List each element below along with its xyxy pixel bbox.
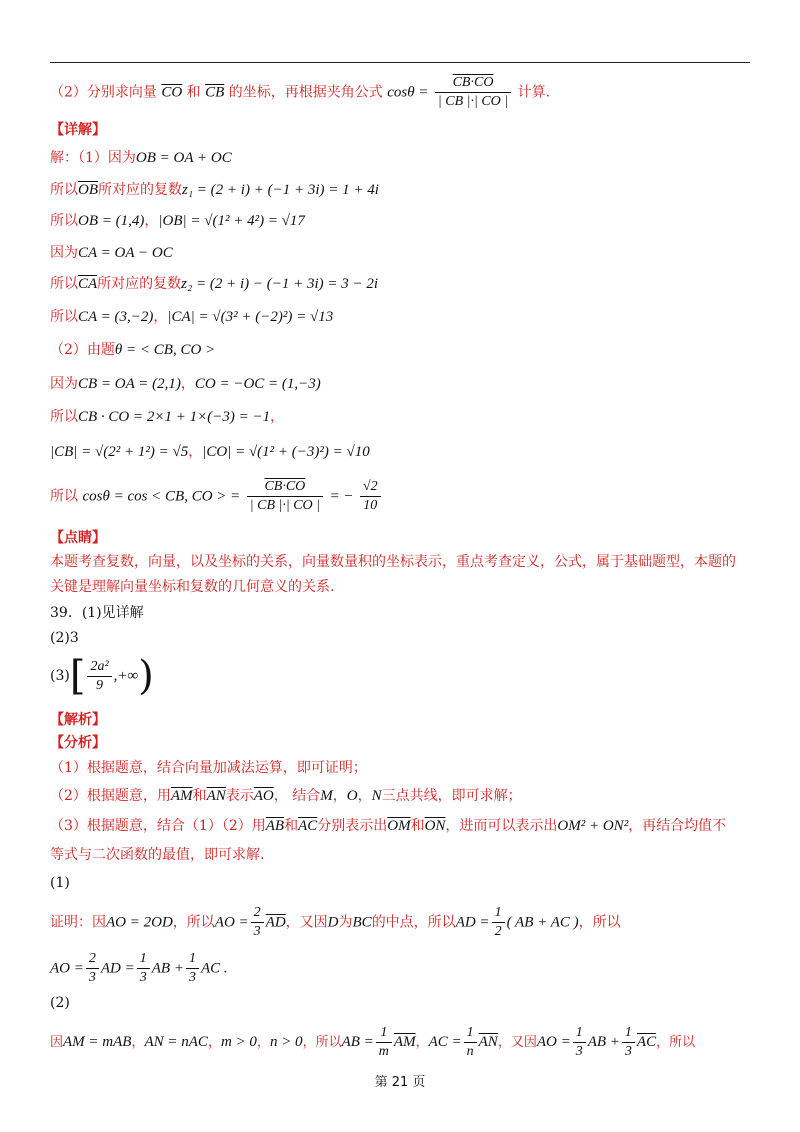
vector-am: $\overline{AM}$ bbox=[393, 1034, 416, 1050]
math: |CB| = √(2² + 1²) = √5 bbox=[50, 444, 189, 460]
math: |OB| = √(1² + 4²) = √17 bbox=[158, 213, 305, 229]
math: AD = bbox=[455, 914, 490, 931]
text: 所对应的复数 bbox=[97, 276, 182, 292]
fraction-denominator: 2 bbox=[494, 924, 502, 939]
fraction-denominator: 9 bbox=[96, 677, 104, 693]
text: 计算. bbox=[517, 84, 551, 101]
header-rule bbox=[50, 62, 750, 63]
text: 所以 bbox=[50, 409, 78, 425]
text: 所以 bbox=[50, 213, 78, 229]
text: 和 bbox=[284, 818, 299, 834]
fraction-numerator: 1 bbox=[137, 950, 150, 969]
text: ，所以 bbox=[172, 914, 215, 931]
text: （2）分别求向量 bbox=[50, 84, 157, 101]
math: AM = mAB bbox=[63, 1034, 132, 1050]
fenxi-3-cont: 等式与二次函数的最值，即可求解. bbox=[50, 847, 265, 863]
solution-line-5 bbox=[50, 274, 378, 294]
text: ，再结合均值不 bbox=[628, 818, 727, 834]
text: 证明：因 bbox=[50, 914, 106, 931]
text: （3）根据题意，结合（1）（2）用 bbox=[50, 818, 266, 834]
q39-answer-1: 39．(1)见详解 bbox=[50, 605, 144, 621]
text: 和 bbox=[192, 788, 207, 804]
fraction bbox=[573, 1024, 586, 1061]
fraction-numerator: CB·CO bbox=[435, 74, 511, 93]
fraction-numerator: 1 bbox=[376, 1024, 392, 1043]
fraction-denominator: 3 bbox=[139, 970, 147, 985]
text: 所以 bbox=[50, 309, 78, 325]
solution-line-4 bbox=[50, 243, 173, 263]
fraction-numerator: 1 bbox=[464, 1024, 477, 1043]
fraction-denominator: 3 bbox=[624, 1044, 632, 1059]
point-m: M bbox=[320, 788, 333, 804]
fraction-numerator: CB·CO bbox=[247, 478, 323, 497]
math: OM² + ON² bbox=[557, 818, 629, 834]
text: ，所以 bbox=[656, 1035, 696, 1050]
vector-ca: $\overline{CA}$ bbox=[78, 276, 98, 292]
math: AC = bbox=[428, 1034, 462, 1050]
right-paren: ) bbox=[138, 653, 154, 699]
text: ，所以 bbox=[578, 914, 621, 931]
math: AC . bbox=[200, 960, 228, 977]
fraction-denominator: | CB |·| CO | bbox=[249, 498, 320, 513]
dianjing-text-1: 本题考查复数，向量，以及坐标的关系，向量数量积的坐标表示，重点考查定义，公式，属于基础题型，本题的 bbox=[50, 554, 736, 570]
solution-line-9 bbox=[50, 407, 284, 427]
solution-line-3 bbox=[50, 211, 305, 231]
text: ， bbox=[188, 444, 203, 460]
q39-answer-3 bbox=[50, 653, 154, 699]
math: z₁ = (2 + i) + (−1 + 3i) = 1 + 4i bbox=[182, 182, 379, 198]
math: m > 0 bbox=[220, 1034, 257, 1050]
part1-label: (1) bbox=[50, 875, 70, 891]
math: AN = nAC bbox=[144, 1034, 208, 1050]
vector-ac: $\overline{AC}$ bbox=[636, 1034, 657, 1050]
math: |CO| = √(1² + (−3)²) = √10 bbox=[202, 444, 370, 460]
solution-line-7 bbox=[50, 340, 215, 360]
conclusion-line bbox=[50, 950, 228, 987]
text: 所对应的复数 bbox=[98, 182, 182, 198]
formula-lhs: cosθ = bbox=[387, 84, 429, 101]
text: ，进而可以表示出 bbox=[445, 818, 558, 834]
math: = − bbox=[329, 488, 354, 505]
fraction bbox=[464, 1024, 477, 1061]
vector-cb: $\overline{CB}$ bbox=[205, 84, 225, 101]
solution-line-8 bbox=[50, 374, 321, 394]
fraction bbox=[492, 904, 505, 941]
fraction-numerator: 2 bbox=[251, 904, 264, 923]
vector-ac: $\overline{AC}$ bbox=[298, 818, 318, 834]
text: ， bbox=[415, 1035, 429, 1050]
fraction bbox=[86, 950, 99, 987]
heading-dianjing: 【点睛】 bbox=[50, 530, 106, 546]
fraction-numerator: 1 bbox=[622, 1024, 635, 1043]
fraction bbox=[137, 950, 150, 987]
math: CO = −OC = (1,−3) bbox=[194, 376, 321, 392]
point-o: O bbox=[346, 788, 358, 804]
proof-line bbox=[50, 904, 621, 941]
math: AB + bbox=[587, 1034, 620, 1050]
text: 因为 bbox=[50, 376, 78, 392]
solution-line-6 bbox=[50, 307, 333, 327]
text: 解：（1）因为 bbox=[50, 150, 136, 166]
fraction-denominator: n bbox=[466, 1044, 474, 1059]
text: ， bbox=[153, 309, 168, 325]
text: 和 bbox=[186, 84, 201, 101]
text: ， 结合 bbox=[273, 788, 321, 804]
fraction bbox=[251, 904, 264, 941]
fraction-numerator: 1 bbox=[492, 904, 505, 923]
heading-xiangjie: 【详解】 bbox=[50, 122, 106, 138]
fenxi-3 bbox=[50, 816, 726, 836]
text: ， bbox=[131, 1035, 145, 1050]
math: CB · CO = 2×1 + 1×(−3) = −1 bbox=[78, 409, 271, 425]
text: ， bbox=[270, 409, 285, 425]
text: ， bbox=[332, 788, 347, 804]
text: 因 bbox=[50, 1035, 64, 1050]
part2-line bbox=[50, 1024, 695, 1061]
vector-om: $\overline{OM}$ bbox=[387, 818, 411, 834]
text: 的中点，所以 bbox=[371, 914, 456, 931]
vector-an: $\overline{AN}$ bbox=[478, 1034, 498, 1050]
interval-fraction bbox=[87, 658, 111, 695]
fraction-denominator: | CB |·| CO | bbox=[437, 94, 509, 109]
math: OB = OA + OC bbox=[135, 150, 232, 166]
point-d: D bbox=[327, 914, 339, 931]
math: OB = (1,4) bbox=[78, 213, 145, 229]
q39-answer-2: (2)3 bbox=[50, 630, 79, 646]
solution-final-line bbox=[50, 478, 383, 515]
result-fraction bbox=[360, 478, 381, 515]
angle-formula-fraction bbox=[435, 74, 511, 111]
fraction-numerator: √2 bbox=[360, 478, 381, 497]
point-n: N bbox=[371, 788, 382, 804]
text: ，又因 bbox=[285, 914, 328, 931]
vector-am: $\overline{AM}$ bbox=[170, 788, 193, 804]
fenxi-1: （1）根据题意，结合向量加减法运算，即可证明； bbox=[50, 760, 367, 776]
text: 因为 bbox=[50, 245, 78, 261]
text: 所以 bbox=[50, 488, 78, 505]
vector-ab: $\overline{AB}$ bbox=[265, 818, 285, 834]
page-footer: 第 21 页 bbox=[374, 1075, 426, 1090]
math: CA = (3,−2) bbox=[78, 309, 154, 325]
text: ，又因 bbox=[497, 1035, 537, 1050]
solution-line-1 bbox=[50, 148, 232, 168]
math: CA = OA − OC bbox=[78, 245, 173, 261]
dianjing-text-2: 关键是理解向量坐标和复数的几何意义的关系. bbox=[50, 579, 335, 595]
math: CB = OA = (2,1) bbox=[78, 376, 181, 392]
text: （2）由题 bbox=[50, 342, 115, 358]
heading-fenxi: 【分析】 bbox=[50, 735, 106, 751]
cos-fraction bbox=[247, 478, 323, 515]
fraction-numerator: 2a² bbox=[87, 658, 111, 677]
text: ，所以 bbox=[302, 1035, 342, 1050]
math: AO = 2OD bbox=[106, 914, 173, 931]
text: 所以 bbox=[50, 276, 78, 292]
math: ,+∞ bbox=[113, 668, 139, 684]
math: cosθ = cos < CB, CO > = bbox=[82, 488, 241, 505]
fraction bbox=[186, 950, 199, 987]
solution-line-10 bbox=[50, 442, 370, 462]
vector-on: $\overline{ON}$ bbox=[424, 818, 446, 834]
math: AB + bbox=[151, 960, 184, 977]
part2-label: (2) bbox=[50, 995, 70, 1011]
text: 三点共线，即可求解； bbox=[381, 788, 522, 804]
math: θ = < CB, CO > bbox=[114, 342, 216, 358]
fraction bbox=[376, 1024, 392, 1061]
analysis-part2-line bbox=[50, 74, 550, 111]
math: AO = bbox=[536, 1034, 571, 1050]
segment-bc: BC bbox=[352, 914, 372, 931]
text: 的坐标，再根据夹角公式 bbox=[228, 84, 383, 101]
fraction-denominator: 10 bbox=[363, 498, 378, 513]
text: （2）根据题意，用 bbox=[50, 788, 171, 804]
text: ， bbox=[207, 1035, 221, 1050]
fraction-numerator: 1 bbox=[186, 950, 199, 969]
heading-jiexi: 【解析】 bbox=[50, 712, 106, 728]
text: ， bbox=[144, 213, 159, 229]
math: AB = bbox=[341, 1034, 374, 1050]
fraction bbox=[622, 1024, 635, 1061]
math: AD = bbox=[100, 960, 135, 977]
math: n > 0 bbox=[269, 1034, 303, 1050]
fraction-denominator: 3 bbox=[188, 970, 196, 985]
fenxi-2 bbox=[50, 786, 522, 806]
math: ( AB + AC ) bbox=[506, 914, 579, 931]
vector-ad: $\overline{AD}$ bbox=[265, 914, 286, 931]
text: ， bbox=[256, 1035, 270, 1050]
vector-ob: $\overline{OB}$ bbox=[78, 182, 98, 198]
vector-co: $\overline{CO}$ bbox=[161, 84, 183, 101]
text: 和 bbox=[410, 818, 425, 834]
solution-line-2 bbox=[50, 180, 379, 200]
vector-an: $\overline{AN}$ bbox=[206, 788, 226, 804]
left-bracket: [ bbox=[69, 653, 86, 699]
math: AO = bbox=[50, 960, 84, 977]
math: AO = bbox=[214, 914, 249, 931]
fraction-denominator: m bbox=[378, 1044, 389, 1059]
text: ， bbox=[180, 376, 195, 392]
fraction-numerator: 1 bbox=[573, 1024, 586, 1043]
math: |CA| = √(3² + (−2)²) = √13 bbox=[167, 309, 334, 325]
math: z₂ = (2 + i) − (−1 + 3i) = 3 − 2i bbox=[181, 276, 379, 292]
vector-ao: $\overline{AO}$ bbox=[253, 788, 274, 804]
text: ， bbox=[357, 788, 372, 804]
text: 为 bbox=[338, 914, 353, 931]
text: 所以 bbox=[50, 182, 78, 198]
text: 表示 bbox=[225, 788, 254, 804]
fraction-denominator: 3 bbox=[253, 924, 261, 939]
label: (3) bbox=[50, 668, 70, 684]
text: 分别表示出 bbox=[317, 818, 388, 834]
fraction-denominator: 3 bbox=[88, 970, 96, 985]
fraction-numerator: 2 bbox=[86, 950, 99, 969]
fraction-denominator: 3 bbox=[575, 1044, 583, 1059]
